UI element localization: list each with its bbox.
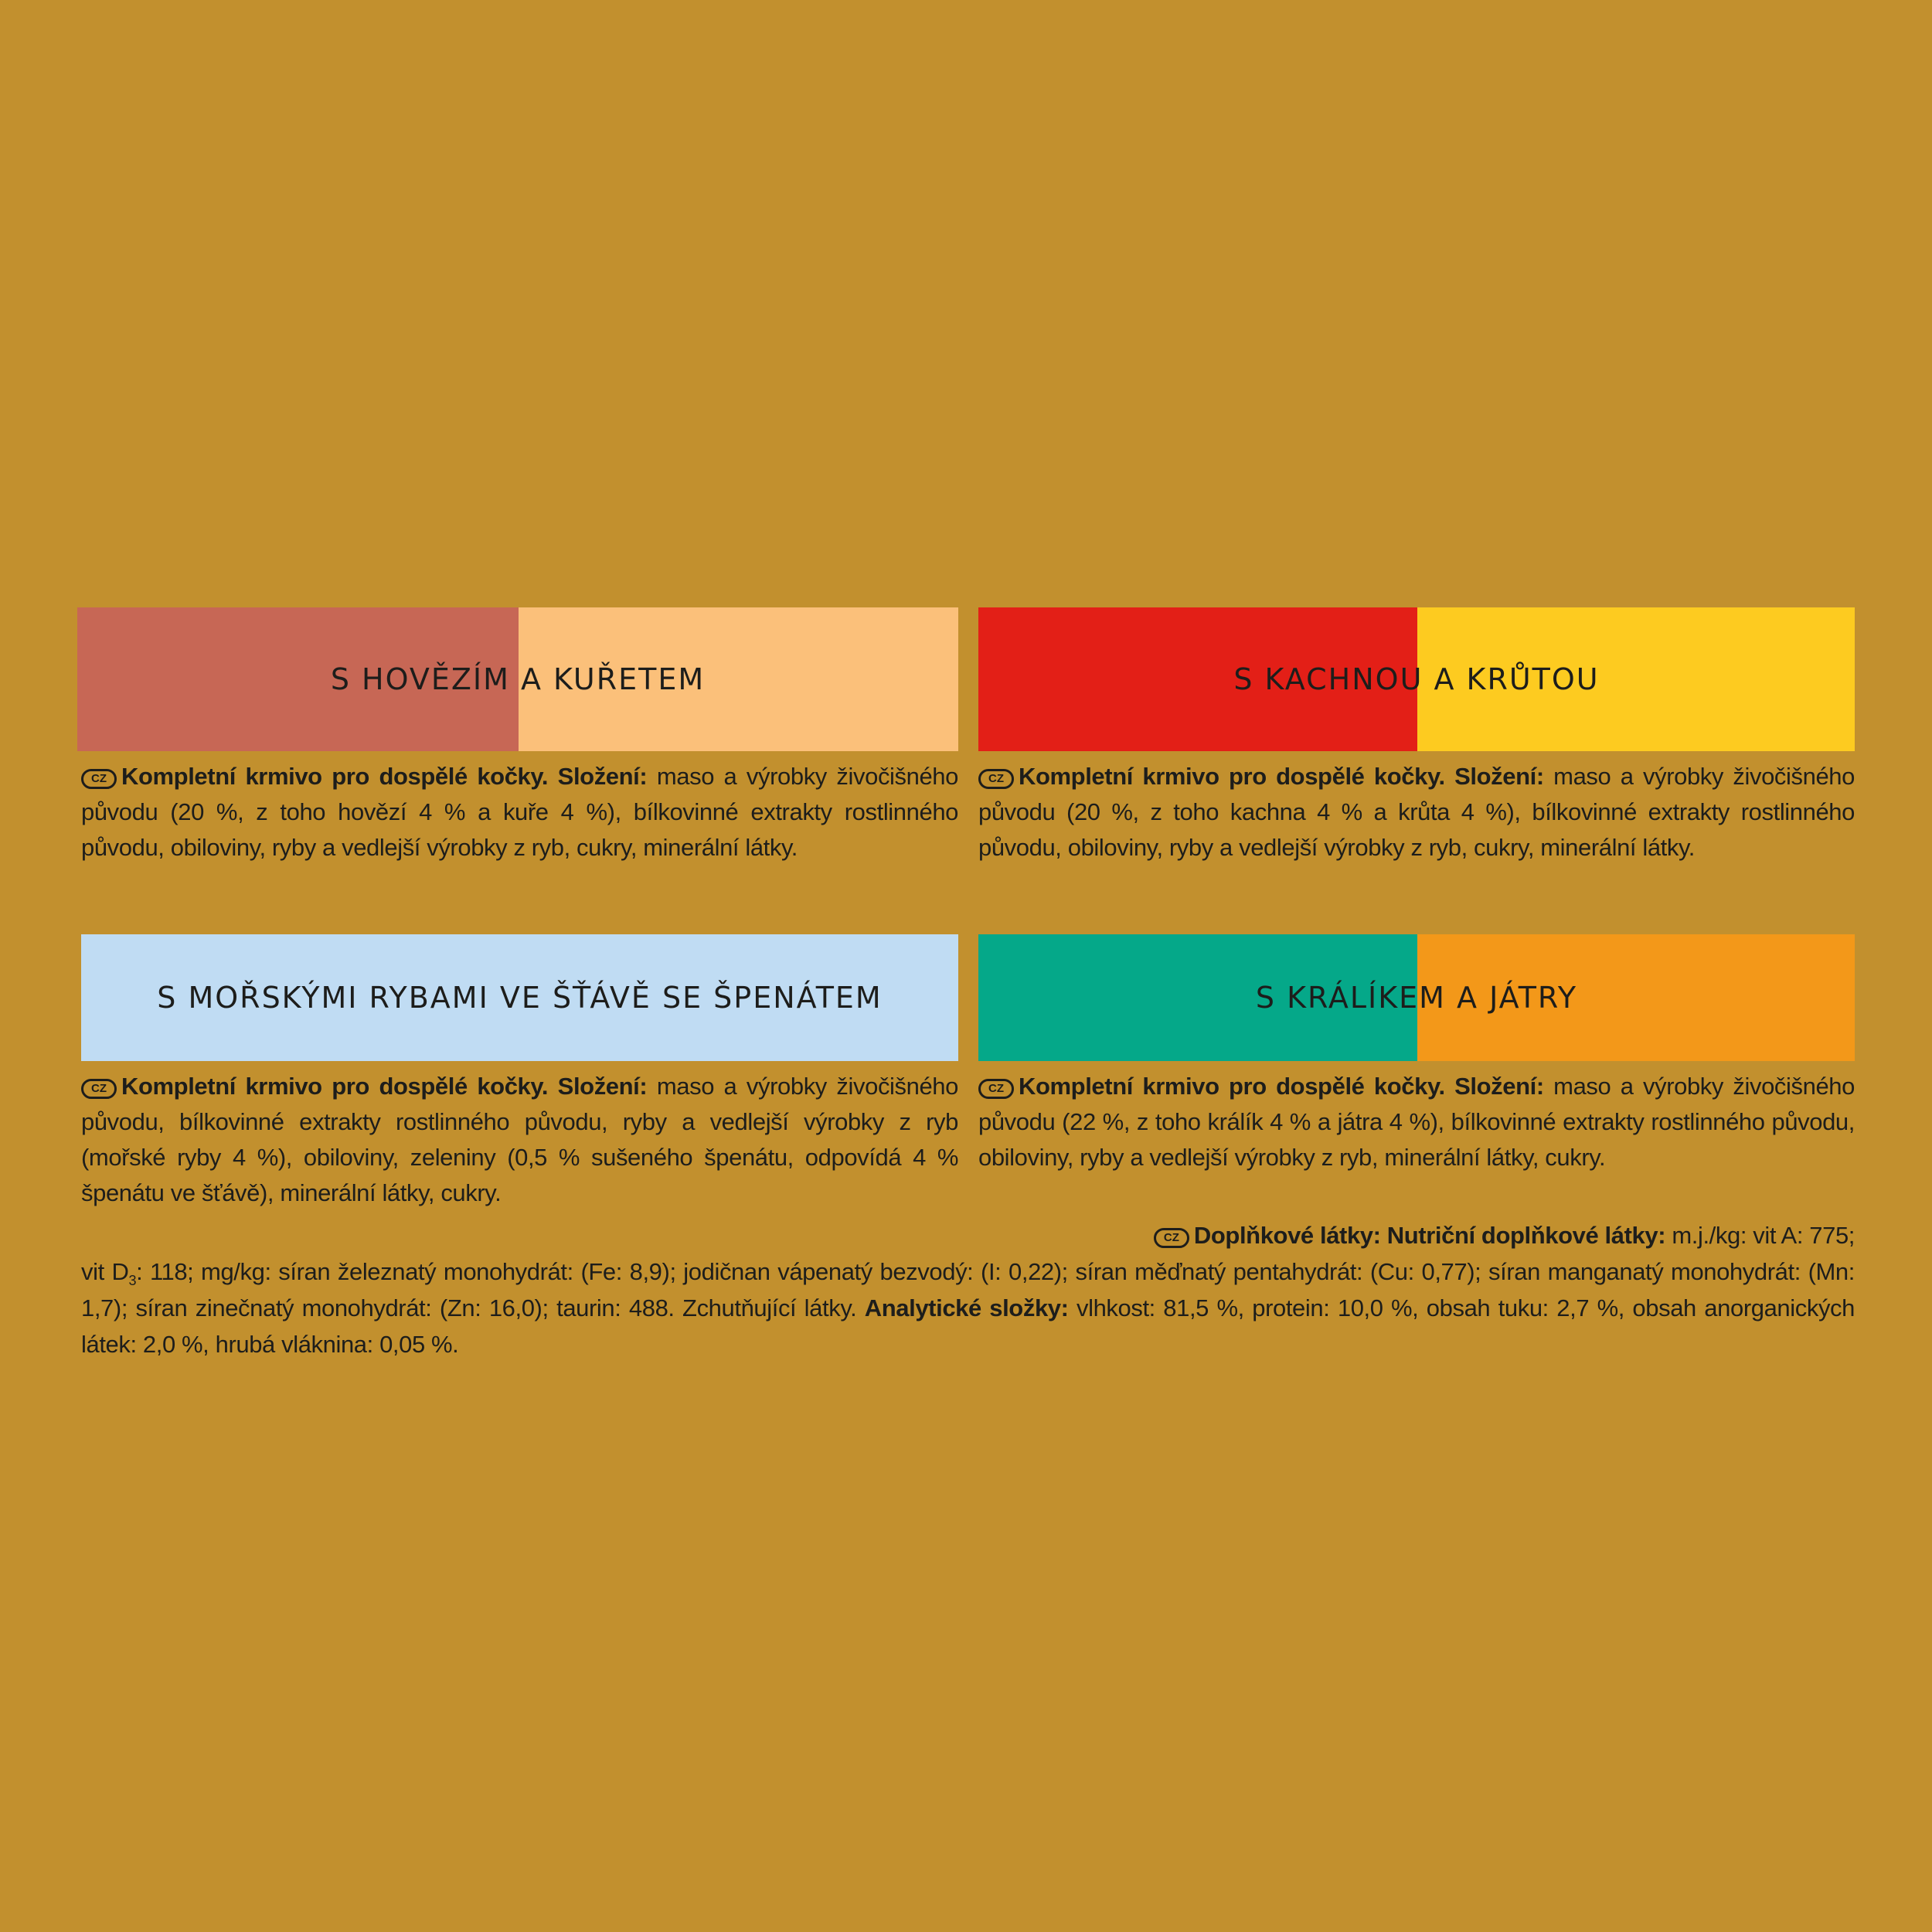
description-intro: Kompletní krmivo pro dospělé kočky. Složení: xyxy=(121,763,648,790)
flavor-description xyxy=(81,1069,958,1211)
additives-paragraph xyxy=(81,1217,1855,1362)
analytical-heading: Analytické složky: xyxy=(864,1294,1069,1321)
analytical-text: vlhkost: 81,5 %, protein: 10,0 %, obsah tuku: 2,7 %, obsah anorganických látek: 2,0 %, hrubá vláknina: 0,05 %. xyxy=(81,1294,1855,1358)
banner-rabbit-liver xyxy=(978,934,1855,1061)
additives-text: m.j./kg: vit A: 775; xyxy=(1665,1222,1855,1249)
additives-text: vit D xyxy=(81,1258,129,1285)
additives-heading: Doplňkové látky: Nutriční doplňkové látky: xyxy=(1193,1222,1666,1249)
cz-badge-icon: CZ xyxy=(81,1079,117,1099)
description-intro: Kompletní krmivo pro dospělé kočky. Složení: xyxy=(1019,763,1544,790)
description-text: maso a výrobky živočišného původu (20 %, z toho hovězí 4 % a kuře 4 %), bílkovinné extrakty rostlinného původu, obiloviny, ryby a vedlejší výrobky z ryb, cukry, minerální látky. xyxy=(81,763,958,861)
flavor-description xyxy=(978,1069,1855,1175)
flavor-title: S MOŘSKÝMI RYBAMI VE ŠŤÁVĚ SE ŠPENÁTEM xyxy=(157,981,883,1015)
description-text: maso a výrobky živočišného původu (20 %, z toho kachna 4 % a krůta 4 %), bílkovinné extrakty rostlinného původu, obiloviny, ryby a vedlejší výrobky z ryb, cukry, minerální látky. xyxy=(978,763,1855,861)
flavor-description xyxy=(978,759,1855,866)
banner-beef-chicken xyxy=(77,607,958,751)
description-intro: Kompletní krmivo pro dospělé kočky. Složení: xyxy=(1019,1073,1544,1100)
banner-sea-fish xyxy=(81,934,958,1061)
subscript: 3 xyxy=(128,1273,137,1289)
description-text: maso a výrobky živočišného původu (22 %, z toho králík 4 % a játra 4 %), bílkovinné extrakty rostlinného původu, obiloviny, ryby a vedlejší výrobky z ryb, minerální látky, cukry. xyxy=(978,1073,1855,1171)
additives-text: : 118; mg/kg: síran železnatý monohydrát: (Fe: 8,9); jodičnan vápenatý bezvodý: (I: 0,22); síran měďnatý pentahydrát: (Cu: 0,77); síran manganatý monohydrát: (Mn: 1,7); síran zinečnatý monohydrát: (Zn: 16,0); taurin: 488. Zchutňující látky. xyxy=(81,1258,1855,1321)
cz-badge-icon: CZ xyxy=(978,1079,1014,1099)
flavor-title: S HOVĚZÍM A KUŘETEM xyxy=(330,662,706,696)
cz-badge-icon: CZ xyxy=(81,769,117,789)
cz-badge-icon: CZ xyxy=(1154,1228,1189,1248)
additives-first-line xyxy=(81,1217,1855,1253)
banner-duck-turkey xyxy=(978,607,1855,751)
flavor-description xyxy=(81,759,958,866)
flavor-title: S KRÁLÍKEM A JÁTRY xyxy=(1255,981,1578,1015)
description-intro: Kompletní krmivo pro dospělé kočky. Složení: xyxy=(121,1073,648,1100)
flavor-title: S KACHNOU A KRŮTOU xyxy=(1233,662,1600,696)
cz-badge-icon: CZ xyxy=(978,769,1014,789)
description-text: maso a výrobky živočišného původu, bílkovinné extrakty rostlinného původu, ryby a vedlejší výrobky z ryb (mořské ryby 4 %), obiloviny, zeleniny (0,5 % sušeného špenátu, odpovídá 4 % špenátu ve šťávě), minerální látky, cukry. xyxy=(81,1073,958,1206)
